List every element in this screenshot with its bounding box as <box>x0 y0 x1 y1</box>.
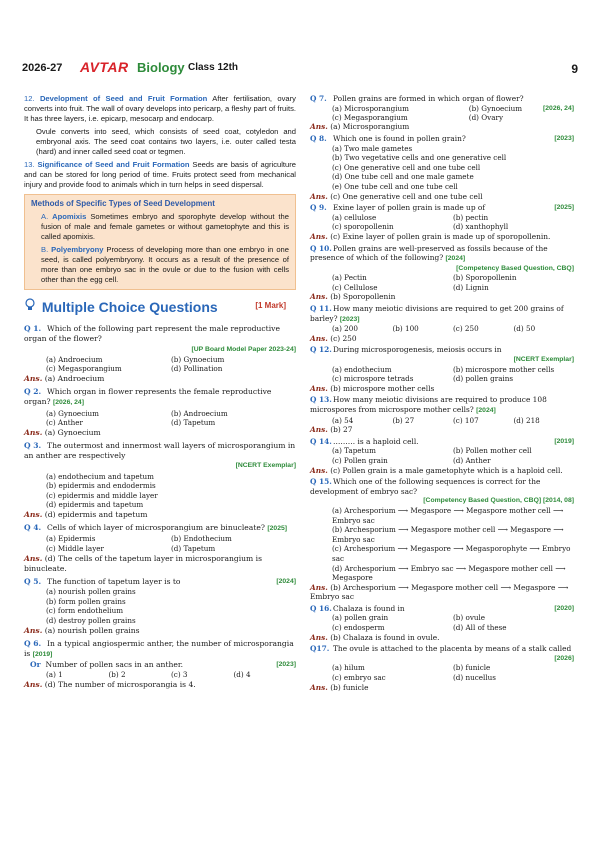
answer-label: Ans. <box>24 374 43 383</box>
option-b: (b) 100 <box>392 324 419 334</box>
question-number: Q 14. <box>310 436 332 446</box>
option-d: (d) 4 <box>233 670 251 680</box>
question-tag: [2019] <box>554 437 574 445</box>
answer-text: (c) Exine layer of pollen grain is made up of sporopollenin. <box>330 231 551 241</box>
brand-logo: AVTAR <box>80 59 129 75</box>
option-a: (a) Two male gametes <box>332 143 413 153</box>
answer <box>24 510 296 520</box>
option-a: (a) hilum <box>332 663 365 673</box>
question-13 <box>310 395 574 434</box>
answer-label: Ans. <box>310 122 328 132</box>
answer <box>310 192 574 202</box>
answer-text: (a) nourish pollen grains <box>44 625 140 635</box>
option-a: (a) 54 <box>332 415 354 425</box>
question-text: Which organ in flower represents the female reproductive organ? <box>24 387 272 407</box>
question-tag: [2024] <box>276 577 296 585</box>
option-d: (d) 50 <box>513 324 536 334</box>
question-tag: [NCERT Exemplar] <box>235 462 296 470</box>
options <box>310 213 574 232</box>
options <box>310 365 574 384</box>
options <box>310 613 574 632</box>
option-a: (a) endothecium and tapetum <box>46 471 154 481</box>
option-c: (c) 250 <box>453 324 479 334</box>
options <box>310 324 574 334</box>
option-d: (d) Anther <box>453 455 491 465</box>
option-d: (d) Tapetum <box>171 418 216 428</box>
answer-label: Ans. <box>24 553 43 563</box>
box-item-polyembryony <box>31 245 289 285</box>
option-a: (a) Microsporangium <box>332 103 409 113</box>
page-header <box>22 59 578 78</box>
question-number: Q 9. <box>310 203 327 213</box>
mcq-marks: [1 Mark] <box>255 301 286 311</box>
question-tag: [2024] <box>476 407 496 414</box>
question-number: Q 7. <box>310 94 327 103</box>
question-15 <box>310 477 574 602</box>
question-number: Q 15. <box>310 477 332 487</box>
or-text: Number of pollen sacs in an anther. <box>45 660 184 670</box>
question-number: Q 13. <box>310 395 332 405</box>
question-tag: [2025] <box>554 204 574 212</box>
option-c: (c) epidermis and middle layer <box>46 490 158 500</box>
option-c: (c) Pollen grain <box>332 455 388 465</box>
option-b: (b) Sporopollenin <box>453 273 517 283</box>
option-c: (c) endosperm <box>332 623 385 633</box>
options <box>24 670 296 680</box>
option-a: (a) Epidermis <box>46 534 96 544</box>
section-number: 13. <box>24 160 35 169</box>
answer-label: Ans. <box>310 425 328 435</box>
options <box>310 416 574 426</box>
answer <box>310 633 574 643</box>
option-d: (d) 218 <box>513 415 540 425</box>
item-text: Process of developing more than one embryo in one seed, is called polyembryony. It occurs as a result of the presence of more than one embryo sac in the ovule or due to the fusion with cells other than the egg cell. <box>41 245 289 285</box>
mcq-title: Multiple Choice Questions <box>41 299 218 316</box>
section-12 <box>24 94 296 124</box>
answer <box>310 583 574 602</box>
question-1 <box>24 324 296 384</box>
question-text: How many meiotic divisions are required to produce 108 microspores from microspore mother cells? <box>310 395 547 414</box>
question-10 <box>310 244 574 303</box>
question-9 <box>310 203 574 241</box>
option-c: (c) microspore tetrads <box>332 374 414 384</box>
answer-label: Ans. <box>310 191 328 201</box>
question-tag: [2026] <box>554 654 574 662</box>
option-d: (d) xanthophyll <box>453 222 509 232</box>
options <box>310 273 574 292</box>
option-a: (a) Tapetum <box>332 446 376 456</box>
question-number: Q 5. <box>24 576 42 586</box>
question-text: The ovule is attached to the placenta by means of a stalk called <box>333 644 572 654</box>
option-b: (b) ovule <box>453 613 486 623</box>
option-b: (b) pectin <box>453 212 489 222</box>
answer-label: Ans. <box>24 509 43 519</box>
options <box>24 355 296 374</box>
answer-text: (a) Gynoecium <box>44 427 101 437</box>
option-a: (a) Pectin <box>332 273 367 283</box>
question-7 <box>310 94 574 132</box>
answer-label: Ans. <box>24 625 43 635</box>
option-a: (a) nourish pollen grains <box>46 587 136 597</box>
question-2 <box>24 387 296 438</box>
answer <box>310 466 574 476</box>
option-b: (b) Two vegetative cells and one generative cell <box>332 153 507 163</box>
option-a: (a) Androecium <box>46 354 103 364</box>
answer-text: (b) 27 <box>330 425 353 435</box>
box-item-apomixis <box>31 212 289 242</box>
option-b: (b) funicle <box>453 663 491 673</box>
answer-text: (b) Sporopollenin <box>330 292 396 302</box>
option-b: (b) 2 <box>108 670 126 680</box>
question-number: Q 16. <box>310 603 332 613</box>
question-number: Q17. <box>310 644 330 654</box>
answer <box>310 292 574 302</box>
question-17 <box>310 644 574 692</box>
question-12 <box>310 345 574 393</box>
question-tag-cbq: [Competency Based Question, CBQ] <box>456 264 574 272</box>
answer-label: Ans. <box>310 465 328 475</box>
question-tag: [2023] <box>554 134 574 142</box>
answer <box>24 554 296 574</box>
question-number: Q 1. <box>24 324 42 334</box>
question-text: Pollen grains are well-preserved as fossils because of the presence of which of the following? <box>310 243 548 263</box>
options <box>24 587 296 625</box>
option-d: (d) Pollination <box>171 364 223 374</box>
answer-label: Ans. <box>310 632 328 642</box>
or-question <box>24 660 296 670</box>
seed-development-box <box>24 194 296 290</box>
options <box>24 472 296 510</box>
answer-label: Ans. <box>310 682 328 692</box>
left-column <box>24 94 296 690</box>
or-tag: [2023] <box>276 661 296 669</box>
answer-text: (b) Archesporium ⟶ Megaspore mother cell ⟶ Megaspore ⟶ Embryo sac <box>310 582 569 602</box>
option-a: (a) cellulose <box>332 212 377 222</box>
answer-text: (b) funicle <box>330 682 369 692</box>
option-c: (c) Archesporium ⟶ Megaspore ⟶ Megasporophyte ⟶ Embryo sac <box>332 544 571 563</box>
question-4 <box>24 523 296 574</box>
answer <box>310 683 574 693</box>
question-6 <box>24 639 296 690</box>
question-text: During microsporogenesis, meiosis occurs in <box>333 345 502 355</box>
options <box>310 144 574 192</box>
option-c: (c) One generative cell and one tube cell <box>332 162 481 172</box>
answer <box>310 425 574 435</box>
section-title: Development of Seed and Fruit Formation <box>39 94 208 103</box>
section-number: 12. <box>24 94 35 103</box>
answer <box>24 680 296 690</box>
question-16 <box>310 604 574 642</box>
option-c: (c) embryo sac <box>332 673 386 683</box>
question-number: Q 8. <box>310 133 327 143</box>
option-b: (b) Gynoecium <box>171 354 225 364</box>
question-tag: [2019] <box>32 650 53 658</box>
answer-text: (d) epidermis and tapetum <box>44 509 148 519</box>
question-tag: [2026, 24] <box>543 104 574 112</box>
option-c: (c) Anther <box>46 418 83 428</box>
question-text: The function of tapetum layer is to <box>47 576 181 586</box>
or-label: Or <box>30 660 41 670</box>
option-b: (b) Pollen mother cell <box>453 446 532 456</box>
option-d: (d) pollen grains <box>453 374 514 384</box>
answer <box>310 122 574 132</box>
answer-label: Ans. <box>24 679 43 689</box>
answer-label: Ans. <box>310 333 328 343</box>
question-text: How many meiotic divisions are required to get 200 grains of barley? <box>310 304 564 323</box>
item-title: Apomixis <box>52 212 87 222</box>
answer-label: Ans. <box>24 427 43 437</box>
question-tag: [NCERT Exemplar] <box>513 356 574 364</box>
item-letter: B. <box>41 245 49 255</box>
option-d: (d) One tube cell and one male gamete <box>332 172 474 182</box>
question-8 <box>310 134 574 201</box>
option-a: (a) Archesporium ⟶ Megaspore ⟶ Megaspore mother cell ⟶ Embryo sac <box>332 505 564 525</box>
option-c: (c) 107 <box>453 415 479 425</box>
question-text: Which of the following part represent the male reproductive organ of the flower? <box>24 324 280 344</box>
question-number: Q 6. <box>24 638 42 648</box>
option-d: (d) Lignin <box>453 282 489 292</box>
question-14 <box>310 437 574 475</box>
header-year: 2026-27 <box>22 62 63 74</box>
answer <box>24 626 296 636</box>
answer <box>24 428 296 438</box>
answer-label: Ans. <box>310 582 328 592</box>
mcq-heading <box>24 298 296 316</box>
answer-text: (c) One generative cell and one tube cell <box>330 191 483 201</box>
option-b: (b) Gynoecium <box>468 103 523 113</box>
options <box>310 506 574 583</box>
option-c: (c) Megasporangium <box>46 364 122 374</box>
answer <box>24 374 296 384</box>
option-b: (b) Endothecium <box>171 534 232 544</box>
option-c: (c) Cellulose <box>332 282 378 292</box>
question-number: Q 12. <box>310 345 332 355</box>
question-text: Which one of the following sequences is correct for the development of embryo sac? <box>310 477 541 496</box>
answer <box>310 232 574 242</box>
answer-text: (b) microspore mother cells <box>330 383 435 393</box>
header-subject: Biology <box>137 60 185 75</box>
question-number: Q 4. <box>24 523 42 533</box>
question-text: Chalaza is found in <box>333 603 405 613</box>
question-text: Pollen grains are formed in which organ of flower? <box>333 94 524 103</box>
option-a: (a) 200 <box>332 324 358 334</box>
option-d: (d) Archesporium ⟶ Embryo sac ⟶ Megaspore mother cell ⟶ Megaspore <box>332 563 566 583</box>
option-e: (e) One tube cell and one tube cell <box>332 181 458 191</box>
answer-text: (c) Pollen grain is a male gametophyte which is a haploid cell. <box>330 465 563 475</box>
question-text: Exine layer of pollen grain is made up of <box>333 203 486 213</box>
box-title: Methods of Specific Types of Seed Development <box>31 199 215 208</box>
option-c: (c) sporopollenin <box>332 222 394 232</box>
answer <box>310 384 574 394</box>
option-d: (d) Ovary <box>468 113 504 123</box>
question-5 <box>24 577 296 636</box>
question-tag: [2024] <box>445 255 466 263</box>
question-text: The outermost and innermost wall layers of microsporangium in an anther are respectively <box>24 441 296 461</box>
question-text: In a typical angiospermic anther, the number of microsporangia is <box>24 638 294 658</box>
answer-label: Ans. <box>310 383 328 393</box>
question-tag: [2023] <box>339 315 360 323</box>
question-number: Q 11. <box>310 304 332 314</box>
question-number: Q 10. <box>310 243 332 253</box>
question-tag: [Competency Based Question, CBQ] [2014, 08] <box>423 497 574 505</box>
option-b: (b) epidermis and endodermis <box>46 481 156 491</box>
options <box>310 104 574 123</box>
answer-text: (a) Androecium <box>44 374 105 383</box>
option-c: (c) 3 <box>171 670 188 680</box>
option-b: (b) microspore mother cells <box>453 364 555 374</box>
section-text: After fertilisation, ovary converts into fruit. The wall of ovary develops into pericarp, a fleshy part of fruits. It has three layers, i.e. epicarp, mesocarp and endocarp. <box>24 94 296 123</box>
question-11 <box>310 304 574 343</box>
options <box>310 446 574 465</box>
question-tag: [2026, 24] <box>52 399 84 407</box>
option-d: (d) destroy pollen grains <box>46 615 136 625</box>
option-a: (a) Gynoecium <box>46 408 99 418</box>
option-a: (a) endothecium <box>332 364 392 374</box>
option-d: (d) All of these <box>453 623 507 633</box>
question-tag: [UP Board Model Paper 2023-24] <box>191 345 296 353</box>
item-title: Polyembryony <box>51 245 104 255</box>
option-b: (b) Androecium <box>171 408 228 418</box>
option-a: (a) 1 <box>46 670 63 680</box>
question-text: Which one is found in pollen grain? <box>333 133 466 143</box>
answer-label: Ans. <box>310 231 328 241</box>
answer-label: Ans. <box>310 292 328 302</box>
question-number: Q 2. <box>24 387 42 397</box>
options <box>310 663 574 682</box>
answer-text: (c) 250 <box>330 333 357 343</box>
options <box>24 409 296 428</box>
answer <box>310 334 574 344</box>
answer-text: (b) Chalaza is found in ovule. <box>330 632 440 642</box>
question-number: Q 3. <box>24 441 42 450</box>
option-c: (c) Middle layer <box>46 543 104 553</box>
option-d: (d) epidermis and tapetum <box>46 500 144 510</box>
bulb-icon <box>24 298 38 312</box>
answer-text: (a) Microsporangium <box>330 122 410 132</box>
right-column <box>310 94 574 692</box>
section-title: Significance of Seed and Fruit Formation <box>37 160 190 169</box>
item-text: Sometimes embryo and sporophyte develop without the fusion of male and female gametes or without gametophyte and this is called apomixis. <box>41 212 289 242</box>
item-letter: A. <box>41 212 49 222</box>
header-class: Class 12th <box>188 62 239 73</box>
question-text: Cells of which layer of microsporangium are binucleate? <box>47 523 265 533</box>
section-13 <box>24 160 296 190</box>
section-text: Seeds are basis of agriculture and can be stored for long period of time. Fruits protect seed from mechanical injury and provide food to animals which in turn helps in seed dispersal. <box>24 160 296 189</box>
option-d: (d) nucellus <box>453 673 496 683</box>
option-c: (c) Megasporangium <box>332 113 408 123</box>
section-12-para2: Ovule converts into seed, which consists of seed coat, cotyledon and embryonal axis. The seed coat contains two layers, i.e. outer called testa (hard) and inner called seed coat or tegmen. <box>36 127 296 156</box>
option-c: (c) form endothelium <box>46 606 124 616</box>
answer-text: (d) The cells of the tapetum layer in microsporangium is binucleate. <box>24 553 262 573</box>
option-b: (b) 27 <box>392 415 415 425</box>
option-a: (a) pollen grain <box>332 613 389 623</box>
question-3 <box>24 441 296 520</box>
question-tag: [2020] <box>554 604 574 612</box>
page-number: 9 <box>571 62 578 76</box>
option-b: (b) Archesporium ⟶ Megaspore mother cell ⟶ Megaspore ⟶ Embryo sac <box>332 525 564 544</box>
answer-text: (d) The number of microsporangia is 4. <box>44 679 196 689</box>
option-d: (d) Tapetum <box>171 543 216 553</box>
question-tag: [2025] <box>267 525 288 533</box>
options <box>24 534 296 553</box>
option-b: (b) form pollen grains <box>46 596 126 606</box>
question-text: ……… is a haploid cell. <box>333 436 419 446</box>
